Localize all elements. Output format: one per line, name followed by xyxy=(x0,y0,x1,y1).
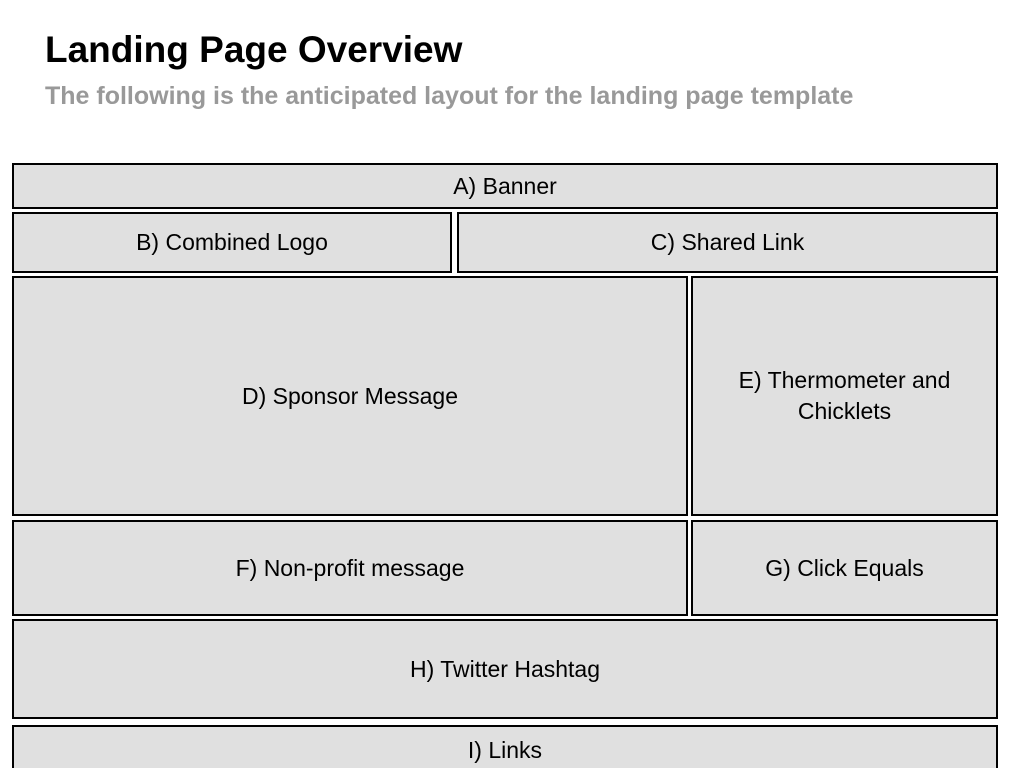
banner-label: A) Banner xyxy=(453,172,557,199)
shared-link-label: C) Shared Link xyxy=(650,229,805,255)
twitter-hashtag-label: H) Twitter Hashtag xyxy=(409,655,601,682)
sponsor-message-label: D) Sponsor Message xyxy=(241,382,459,409)
combined-logo-label: B) Combined Logo xyxy=(136,229,328,255)
page-subtitle: The following is the anticipated layout for the landing page template xyxy=(45,82,854,110)
click-equals-label: G) Click Equals xyxy=(765,554,924,581)
banner-block xyxy=(12,163,998,209)
shared-link-block xyxy=(457,212,998,273)
nonprofit-message-label: F) Non-profit message xyxy=(235,554,465,581)
thermometer-block xyxy=(691,276,998,516)
sponsor-message-block xyxy=(12,276,688,516)
click-equals-block xyxy=(691,520,998,616)
thermometer-label: E) Thermometer and Chicklets xyxy=(738,367,951,424)
combined-logo-block xyxy=(12,212,452,273)
links-label: I) Links xyxy=(467,737,543,763)
links-block xyxy=(12,725,998,768)
page-title: Landing Page Overview xyxy=(45,29,463,70)
nonprofit-message-block xyxy=(12,520,688,616)
twitter-hashtag-block xyxy=(12,619,998,719)
